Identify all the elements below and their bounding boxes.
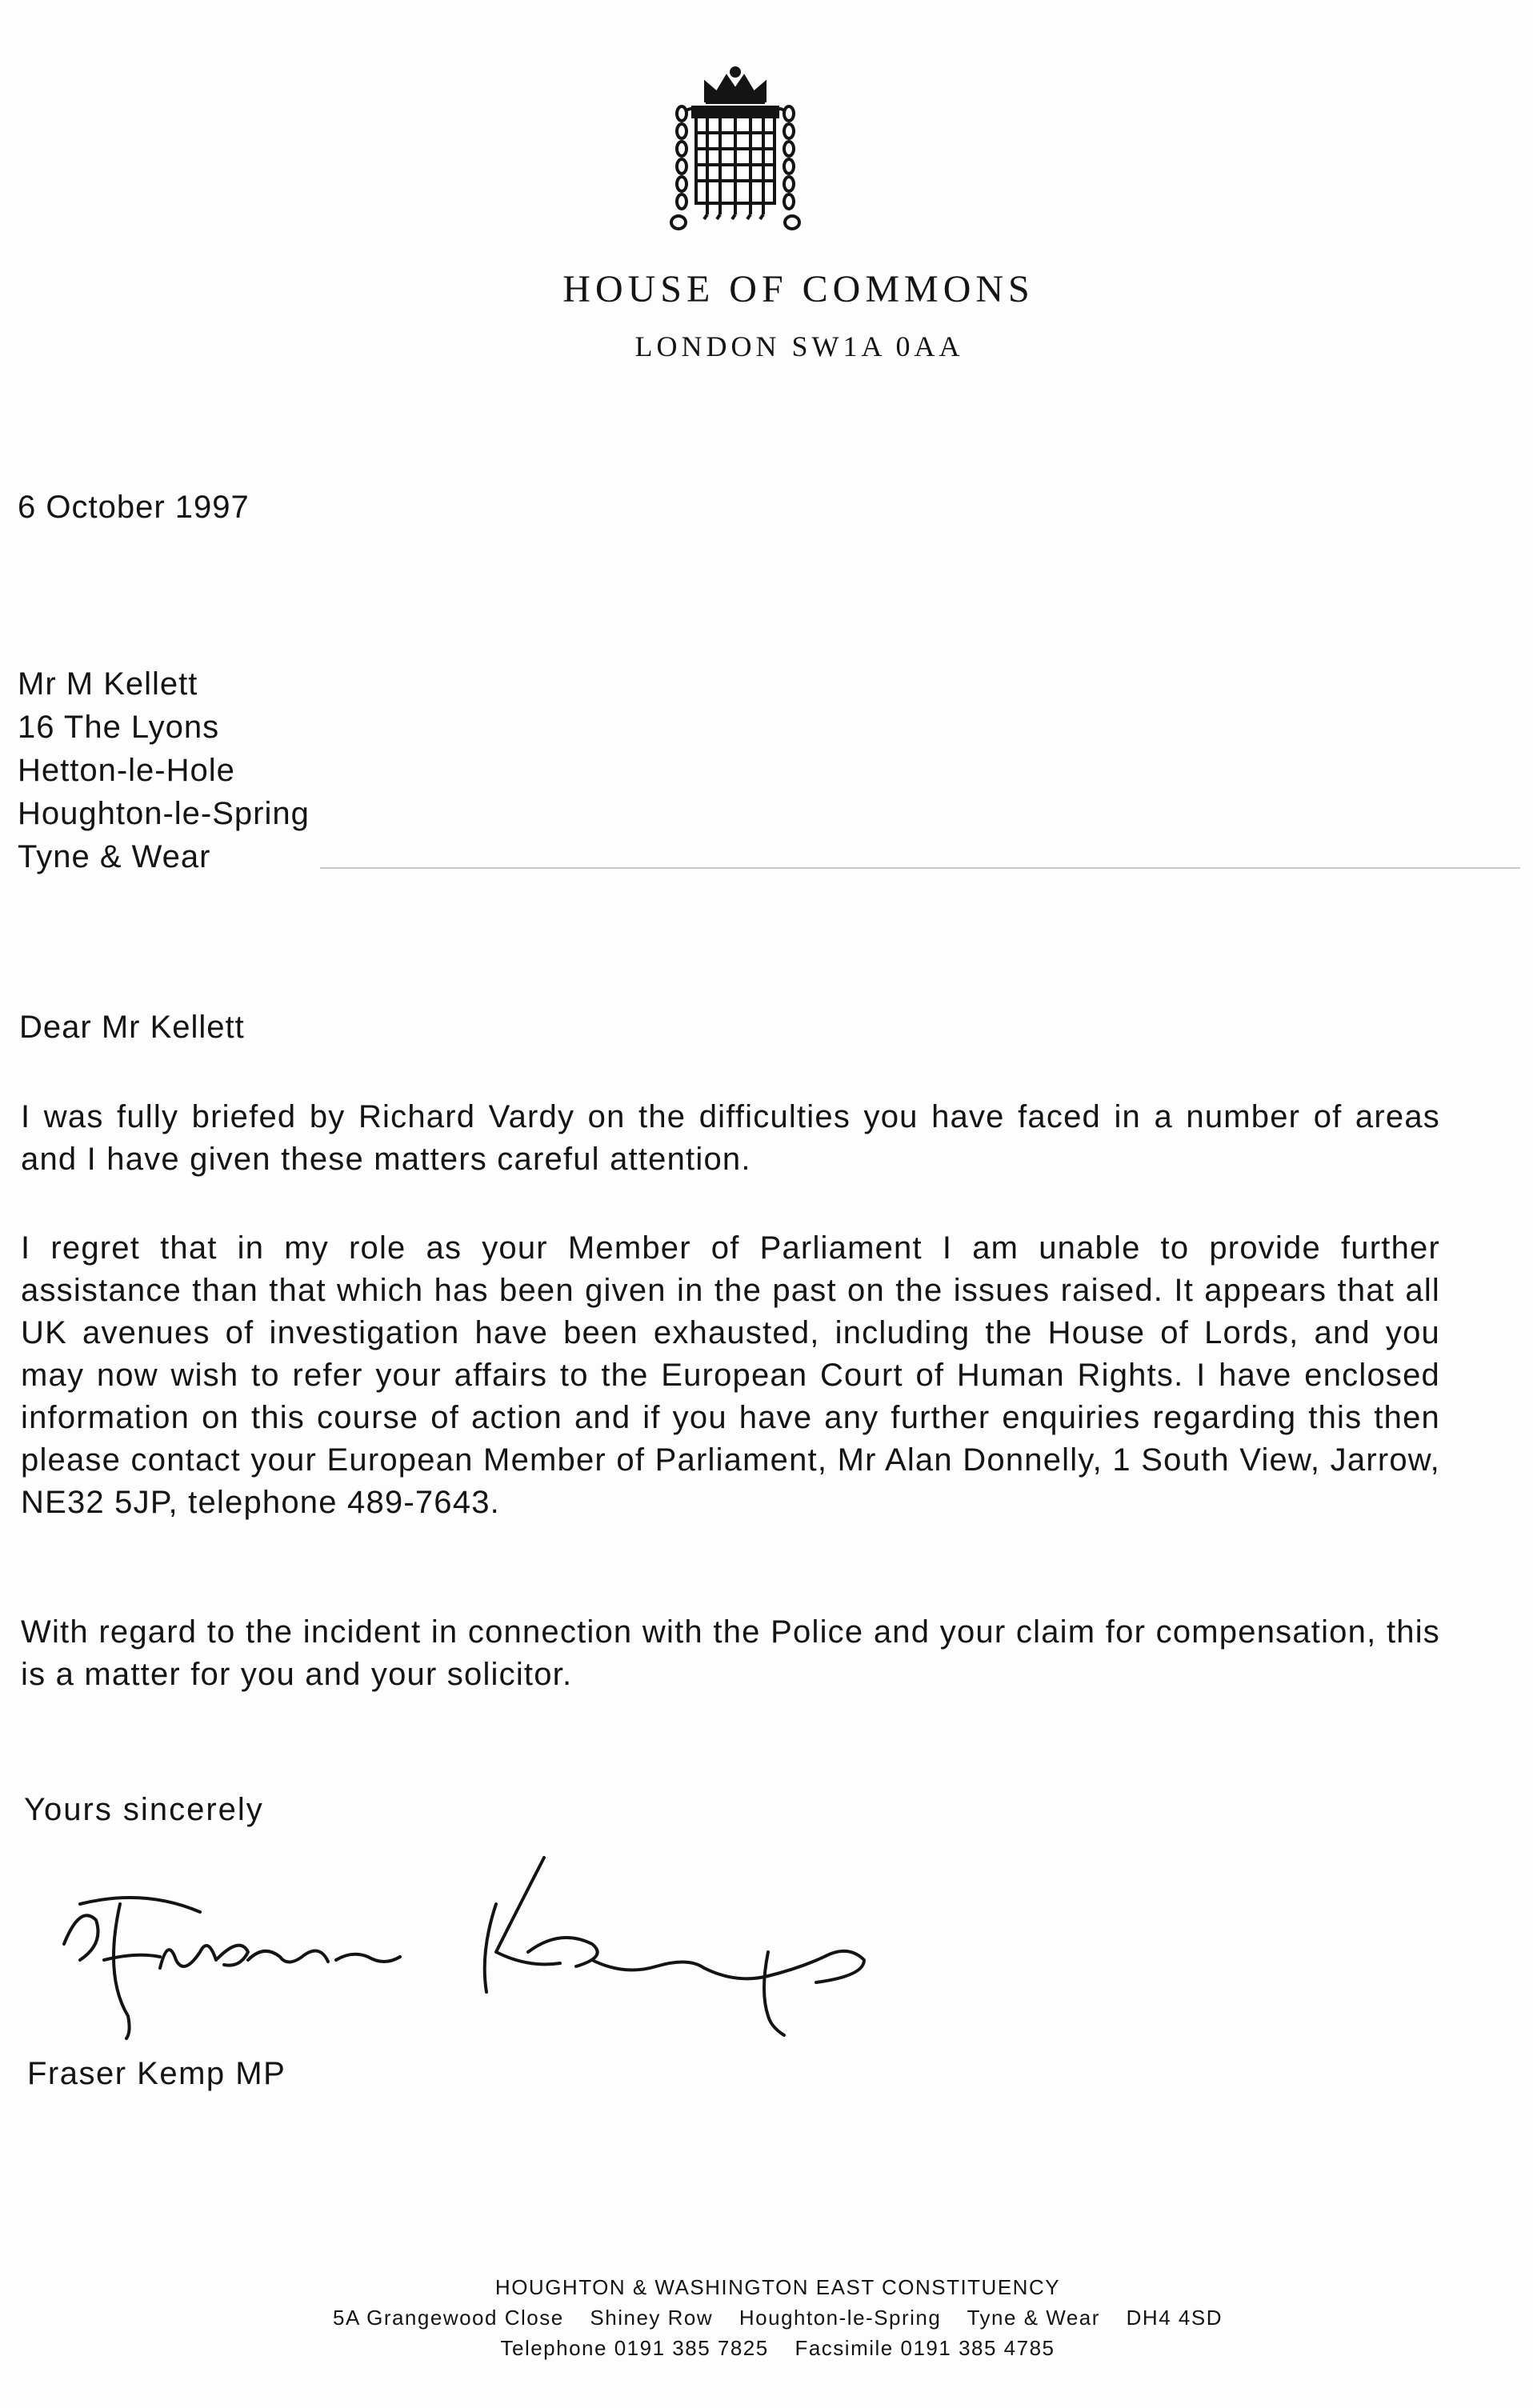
footer-telephone: 0191 385 7825 bbox=[614, 2336, 769, 2360]
body-paragraph: I was fully briefed by Richard Vardy on the difficulties you have faced in a number of areas and I have given these matters careful attention. bbox=[21, 1099, 1440, 1177]
footer-address-part: 5A Grangewood Close bbox=[333, 2306, 564, 2330]
body-paragraph: I regret that in my role as your Member of Parliament I am unable to provide further assistance than that which has been given in the past on the issues raised. It appears that all UK avenues of investigation have been exhausted, including the House of Lords, and you may now wish to refer your affairs to the European Court of Human Rights. I have enclosed information on this course of action and if you have any further enquiries regarding this then please contact your European Member of Parliament, Mr Alan Donnelly, 1 South View, Jarrow, NE32 5JP, telephone 489-7643. bbox=[21, 1230, 1440, 1520]
letterhead-organisation: HOUSE OF COMMONS bbox=[562, 268, 1035, 310]
letterhead-address: LONDON SW1A 0AA bbox=[634, 330, 964, 362]
recipient-line: Hetton-le-Hole bbox=[18, 753, 235, 788]
footer-fax-label: Facsimile bbox=[795, 2336, 894, 2360]
letter-footer bbox=[0, 2272, 1533, 2363]
recipient-address bbox=[18, 662, 310, 878]
footer-address-part: Tyne & Wear bbox=[967, 2306, 1100, 2330]
handwritten-signature-icon bbox=[48, 1856, 912, 2040]
footer-fax: 0191 385 4785 bbox=[900, 2336, 1055, 2360]
footer-address bbox=[22, 2302, 1533, 2333]
closing: Yours sincerely bbox=[24, 1792, 264, 1827]
footer-telephone-label: Telephone bbox=[500, 2336, 607, 2360]
footer-contact bbox=[22, 2333, 1533, 2363]
footer-address-part: Houghton-le-Spring bbox=[738, 2306, 942, 2330]
recipient-line: 16 The Lyons bbox=[18, 710, 220, 745]
recipient-line: Tyne & Wear bbox=[18, 839, 211, 874]
scan-artefact-line bbox=[320, 867, 1520, 869]
footer-address-part: DH4 4SD bbox=[1126, 2306, 1223, 2330]
portcullis-crest-icon bbox=[658, 66, 813, 237]
signer-name: Fraser Kemp MP bbox=[27, 2056, 286, 2091]
body-paragraph: With regard to the incident in connection with the Police and your claim for compensation, this is a matter for you and your solicitor. bbox=[21, 1614, 1440, 1692]
recipient-line: Houghton-le-Spring bbox=[18, 796, 310, 831]
footer-address-part: Shiney Row bbox=[590, 2306, 714, 2330]
letter-date: 6 October 1997 bbox=[18, 490, 250, 525]
salutation: Dear Mr Kellett bbox=[19, 1010, 245, 1045]
recipient-line: Mr M Kellett bbox=[18, 666, 198, 702]
footer-constituency: HOUGHTON & WASHINGTON EAST CONSTITUENCY bbox=[494, 2275, 1061, 2299]
